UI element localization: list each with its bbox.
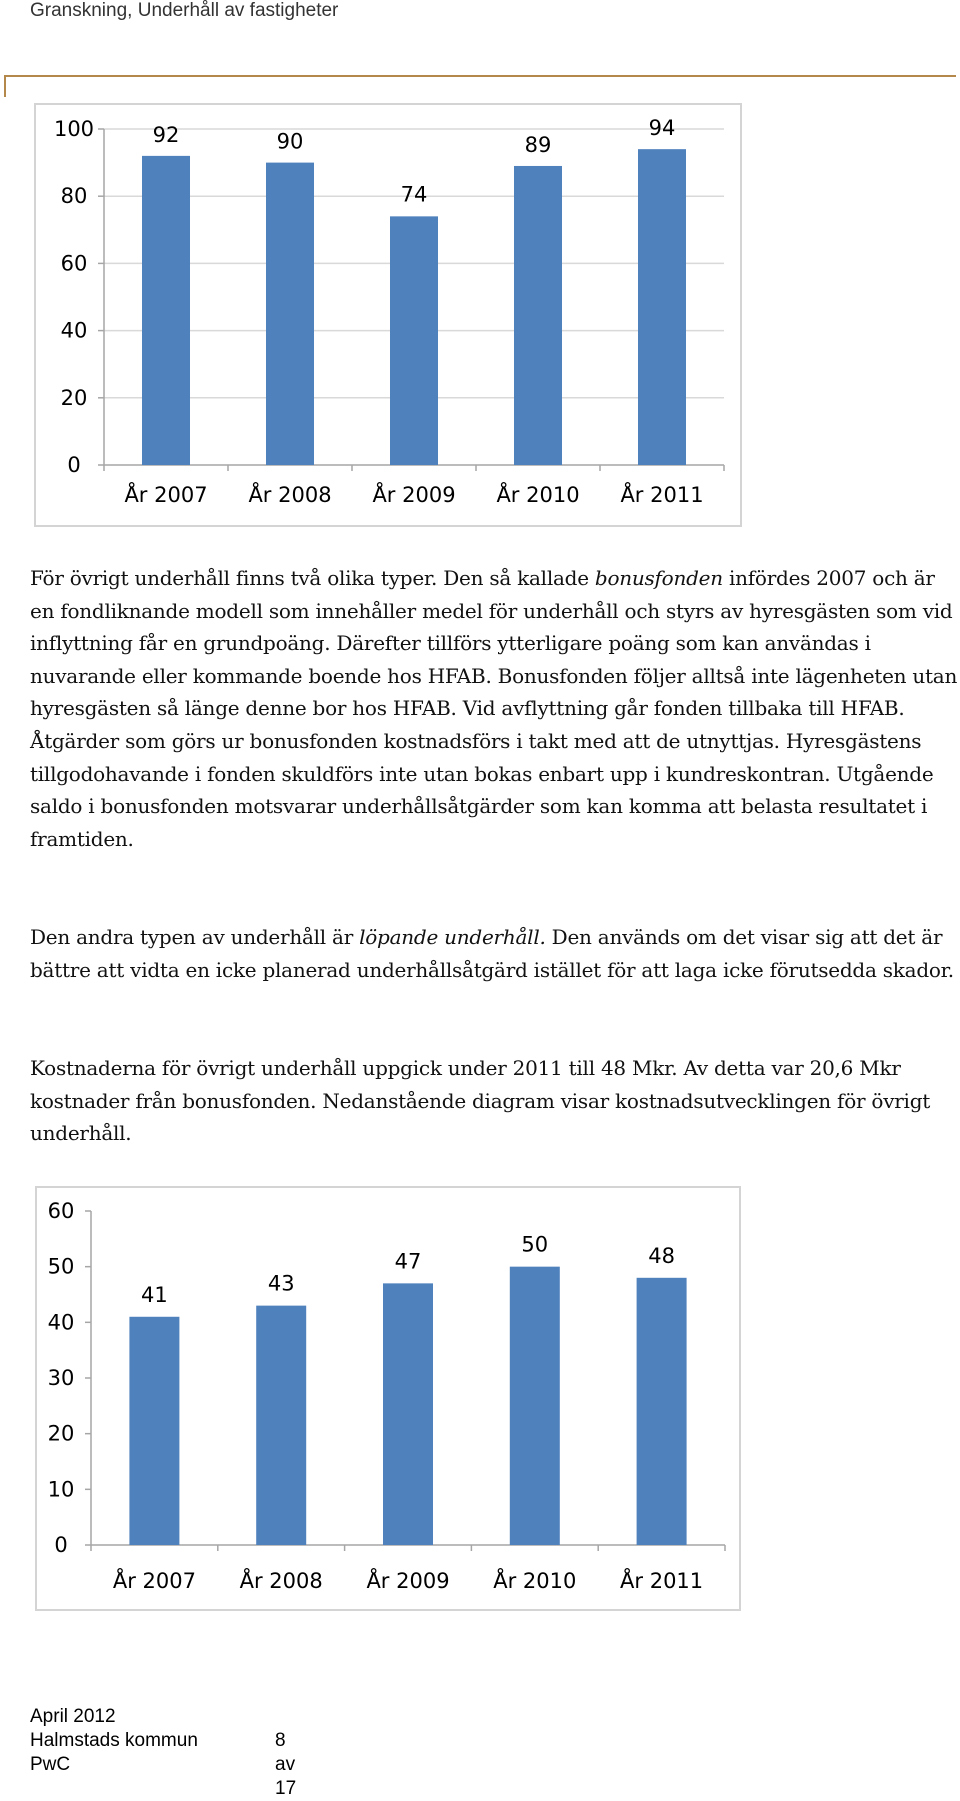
data-label: 48 bbox=[648, 1243, 675, 1268]
paragraph-1-text-b: infördes 2007 och är en fondliknande modell som innehåller medel för underhåll och styrs av hyresgästen som vid inflyttning får en grundpoäng. Därefter tillförs ytterligare poäng som kan användas i nuvarande eller kommande boende hos HFAB. Bonusfonden följer alltså inte lägenheten utan hyresgästen så länge denne bor hos HFAB. Vid avflyttning går fonden tillbaka till HFAB. Åtgärder som görs ur bonusfonden kostnadsförs i takt med att de utnyttjas. Hyresgästens tillgodohavande i fonden skuldförs inte utan bokas enbart upp i kundreskontran. Utgående saldo i bonusfonden motsvarar underhållsåtgärder som kan komma att belasta resultatet i framtiden. bbox=[30, 566, 958, 851]
paragraph-bonusfonden bbox=[30, 562, 960, 855]
data-label: 74 bbox=[400, 182, 428, 207]
x-tick-label: År 2010 bbox=[493, 1569, 577, 1593]
header-divider bbox=[4, 75, 956, 77]
x-tick-label: År 2008 bbox=[239, 1569, 323, 1593]
paragraph-2-emphasis: löpande underhåll. bbox=[359, 925, 546, 949]
header-divider-tick bbox=[4, 75, 6, 97]
bar bbox=[142, 156, 190, 465]
paragraph-2-text-a: Den andra typen av underhåll är bbox=[30, 925, 360, 949]
y-tick-label: 60 bbox=[47, 1199, 75, 1223]
x-tick-label: År 2011 bbox=[620, 1569, 704, 1593]
bar bbox=[510, 1267, 560, 1545]
data-label: 47 bbox=[394, 1249, 422, 1274]
data-label: 89 bbox=[524, 132, 552, 157]
x-tick-label: År 2007 bbox=[124, 483, 208, 507]
bar bbox=[390, 216, 438, 465]
bar bbox=[383, 1283, 433, 1545]
bar bbox=[638, 149, 686, 465]
bar bbox=[514, 166, 562, 465]
x-tick-label: År 2010 bbox=[496, 483, 580, 507]
paragraph-1-emphasis: bonusfonden bbox=[594, 566, 723, 590]
paragraph-kostnader: Kostnaderna för övrigt underhåll uppgick under 2011 till 48 Mkr. Av detta var 20,6 Mkr kostnader från bonusfonden. Nedanstående diagram visar kostnadsutvecklingen för övrigt underhåll. bbox=[30, 1056, 931, 1146]
bar bbox=[637, 1278, 687, 1545]
y-tick-label: 80 bbox=[60, 184, 88, 209]
y-tick-label: 20 bbox=[47, 1421, 75, 1446]
data-label: 92 bbox=[152, 122, 180, 147]
data-label: 41 bbox=[141, 1282, 168, 1307]
y-tick-label: 30 bbox=[47, 1366, 75, 1390]
y-tick-label: 10 bbox=[47, 1477, 75, 1502]
y-tick-label: 60 bbox=[60, 251, 88, 276]
footer bbox=[30, 1705, 297, 1799]
x-tick-label: År 2011 bbox=[620, 483, 704, 507]
data-label: 50 bbox=[521, 1232, 549, 1257]
y-tick-label: 0 bbox=[54, 1533, 68, 1557]
bar bbox=[266, 163, 314, 465]
footer-firm: PwC bbox=[30, 1754, 71, 1775]
data-label: 90 bbox=[276, 129, 304, 154]
data-label: 43 bbox=[267, 1271, 295, 1296]
paragraph-lopande-underhall bbox=[30, 921, 960, 986]
document-header-title: Granskning, Underhåll av fastigheter bbox=[30, 0, 339, 21]
y-tick-label: 0 bbox=[67, 453, 81, 477]
y-tick-label: 100 bbox=[53, 117, 95, 141]
paragraph-1-text-a: För övrigt underhåll finns två olika typer. Den så kallade bbox=[30, 566, 595, 590]
x-tick-label: År 2009 bbox=[366, 1569, 450, 1593]
x-tick-label: År 2008 bbox=[248, 483, 332, 507]
chart-2 bbox=[35, 1186, 741, 1611]
x-tick-label: År 2009 bbox=[372, 483, 456, 507]
chart-1-svg bbox=[36, 105, 740, 525]
y-tick-label: 20 bbox=[60, 385, 88, 410]
paragraph-2-text-b: Den används om det visar sig att det är bättre att vidta en icke planerad underhållsåtgärd istället för att laga icke förutsedda skador. bbox=[30, 925, 954, 982]
y-tick-label: 40 bbox=[60, 318, 88, 343]
chart-2-svg bbox=[37, 1188, 739, 1609]
chart-1 bbox=[34, 103, 742, 527]
x-tick-label: År 2007 bbox=[112, 1569, 196, 1593]
footer-date: April 2012 bbox=[30, 1706, 116, 1727]
y-tick-label: 50 bbox=[47, 1254, 75, 1279]
data-label: 94 bbox=[648, 116, 676, 141]
bar bbox=[256, 1306, 306, 1545]
bar bbox=[129, 1317, 179, 1545]
footer-page-number: 8 av 17 bbox=[275, 1730, 297, 1799]
footer-org: Halmstads kommun bbox=[30, 1730, 198, 1751]
y-tick-label: 40 bbox=[47, 1310, 75, 1335]
